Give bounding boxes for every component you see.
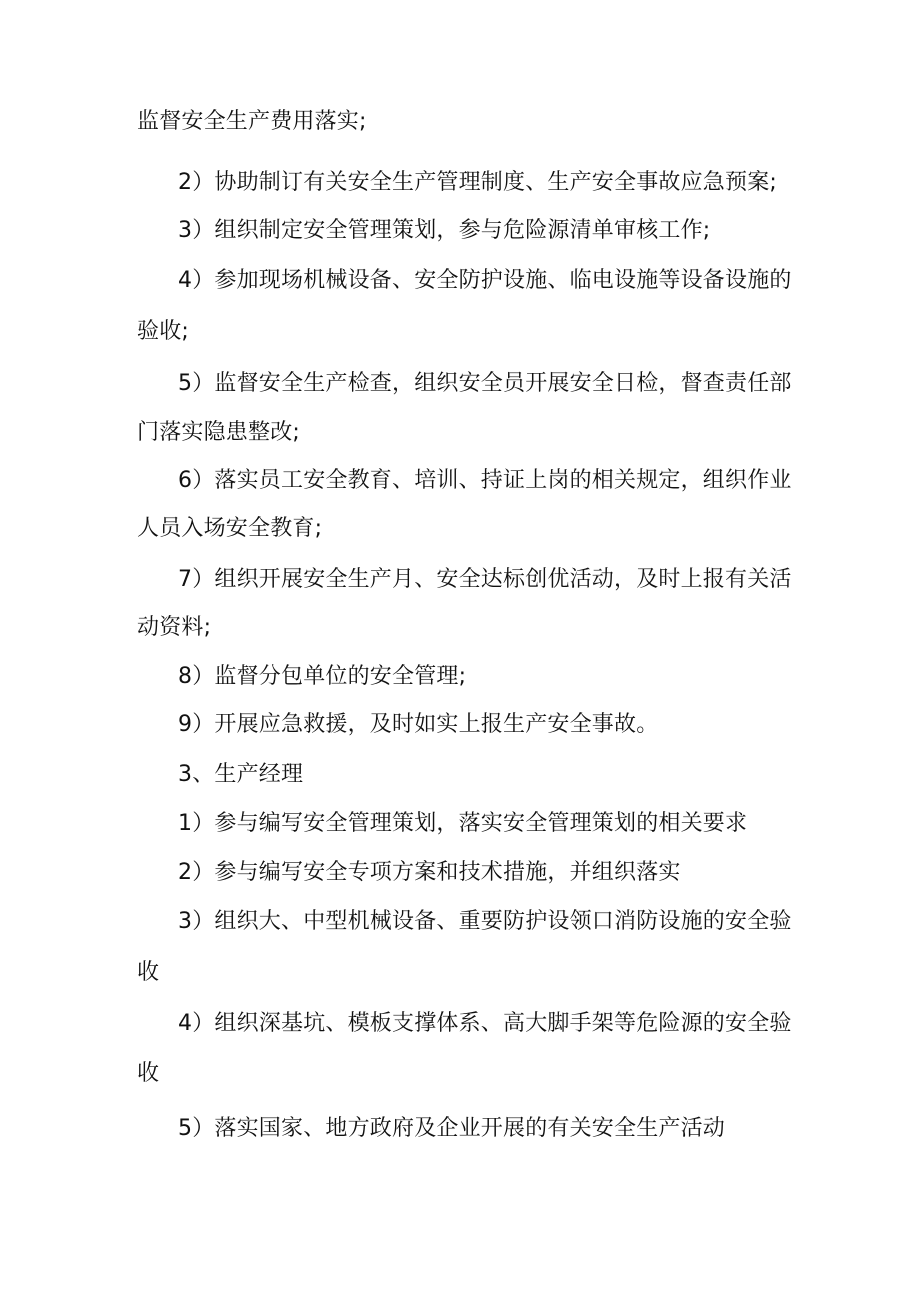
text-line: 3）组织大、中型机械设备、重要防护设领口消防设施的安全验 <box>178 909 792 934</box>
text-line: 6）落实员工安全教育、培训、持证上岗的相关规定，组织作业 <box>178 468 792 493</box>
text-line: 4）参加现场机械设备、安全防护设施、临电设施等设备设施的 <box>178 268 792 293</box>
text-line: 监督安全生产费用落实; <box>137 109 367 134</box>
text-line: 5）落实国家、地方政府及企业开展的有关安全生产活动 <box>178 1116 725 1141</box>
text-line: 1）参与编写安全管理策划，落实安全管理策划的相关要求 <box>178 811 748 836</box>
text-line: 5）监督安全生产检查，组织安全员开展安全日检，督查责任部 <box>178 371 792 396</box>
text-line: 9）开展应急救援，及时如实上报生产安全事故。 <box>178 712 659 737</box>
text-line: 3）组织制定安全管理策划，参与危险源清单审核工作; <box>178 218 711 243</box>
text-line: 7）组织开展安全生产月、安全达标创优活动，及时上报有关活 <box>178 567 792 592</box>
text-line: 门落实隐患整改; <box>137 420 301 445</box>
section-heading: 3、生产经理 <box>178 762 304 787</box>
text-line: 验收; <box>137 319 190 344</box>
text-line: 4）组织深基坑、模板支撑体系、高大脚手架等危险源的安全验 <box>178 1011 792 1036</box>
text-line: 动资料; <box>137 615 212 640</box>
text-line: 人员入场安全教育; <box>137 516 323 541</box>
text-line: 2）协助制订有关安全生产管理制度、生产安全事故应急预案; <box>178 170 778 195</box>
text-line: 收 <box>137 1061 160 1086</box>
text-line: 2）参与编写安全专项方案和技术措施，并组织落实 <box>178 860 681 885</box>
text-line: 收 <box>137 960 160 985</box>
text-line: 8）监督分包单位的安全管理; <box>178 664 467 689</box>
